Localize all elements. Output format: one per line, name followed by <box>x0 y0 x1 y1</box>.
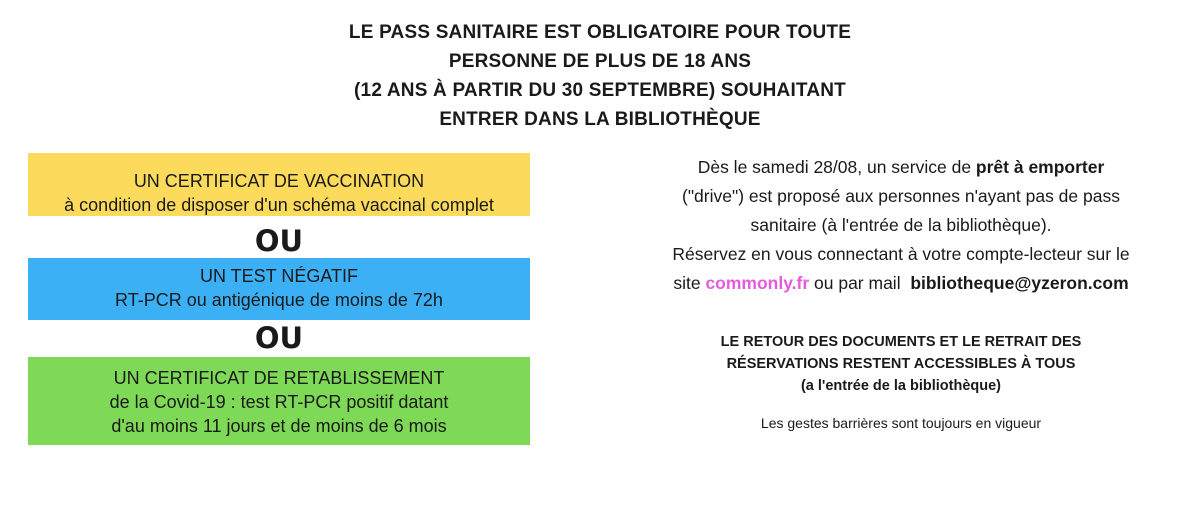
vaccination-certificate-box <box>28 153 530 216</box>
takeaway-service-label: prêt à emporter <box>975 157 1105 177</box>
returns-notice <box>618 331 1184 397</box>
info-text: Dès le samedi 28/08, un service de <box>697 157 976 177</box>
heading-line: (12 ANS À PARTIR DU 30 SEPTEMBRE) SOUHAITANT <box>354 80 846 101</box>
vaccination-heading: UN CERTIFICAT DE VACCINATION <box>133 171 425 191</box>
notice-line: (a l'entrée de la bibliothèque) <box>800 378 1002 394</box>
info-text: ou par mail <box>809 273 911 293</box>
info-line <box>618 269 1184 298</box>
library-email[interactable]: bibliotheque@yzeron.com <box>910 273 1129 293</box>
drive-service-info <box>618 153 1184 298</box>
recovery-detail-line: de la Covid-19 : test RT-PCR positif datant <box>109 392 449 412</box>
notice-line: RÉSERVATIONS RESTENT ACCESSIBLES À TOUS <box>726 356 1076 372</box>
heading-line: LE PASS SANITAIRE EST OBLIGATOIRE POUR TOUTE <box>348 22 852 43</box>
recovery-detail-line: d'au moins 11 jours et de moins de 6 mois <box>111 416 447 436</box>
recovery-certificate-box <box>28 357 530 445</box>
negative-test-box <box>28 258 530 320</box>
info-text: site <box>673 273 706 293</box>
notice-line: LE RETOUR DES DOCUMENTS ET LE RETRAIT DES <box>720 334 1082 350</box>
info-line: Réservez en vous connectant à votre compte-lecteur sur le <box>672 244 1130 264</box>
recovery-heading: UN CERTIFICAT DE RETABLISSEMENT <box>113 368 445 388</box>
info-line: sanitaire (à l'entrée de la bibliothèque). <box>750 215 1052 235</box>
info-line: ("drive") est proposé aux personnes n'ayant pas de pass <box>682 186 1120 206</box>
heading-line: PERSONNE DE PLUS DE 18 ANS <box>448 51 752 72</box>
main-heading <box>200 18 1000 134</box>
test-heading: UN TEST NÉGATIF <box>199 266 359 286</box>
or-separator: OU <box>254 321 304 355</box>
barrier-gestures-note: Les gestes barrières sont toujours en vigueur <box>760 415 1042 431</box>
test-detail: RT-PCR ou antigénique de moins de 72h <box>115 290 443 310</box>
heading-line: ENTRER DANS LA BIBLIOTHÈQUE <box>439 109 761 130</box>
info-line <box>618 153 1184 182</box>
or-separator: OU <box>254 224 304 258</box>
vaccination-detail: à condition de disposer d'un schéma vaccinal complet <box>64 195 494 215</box>
commonly-link[interactable]: commonly.fr <box>705 273 810 293</box>
